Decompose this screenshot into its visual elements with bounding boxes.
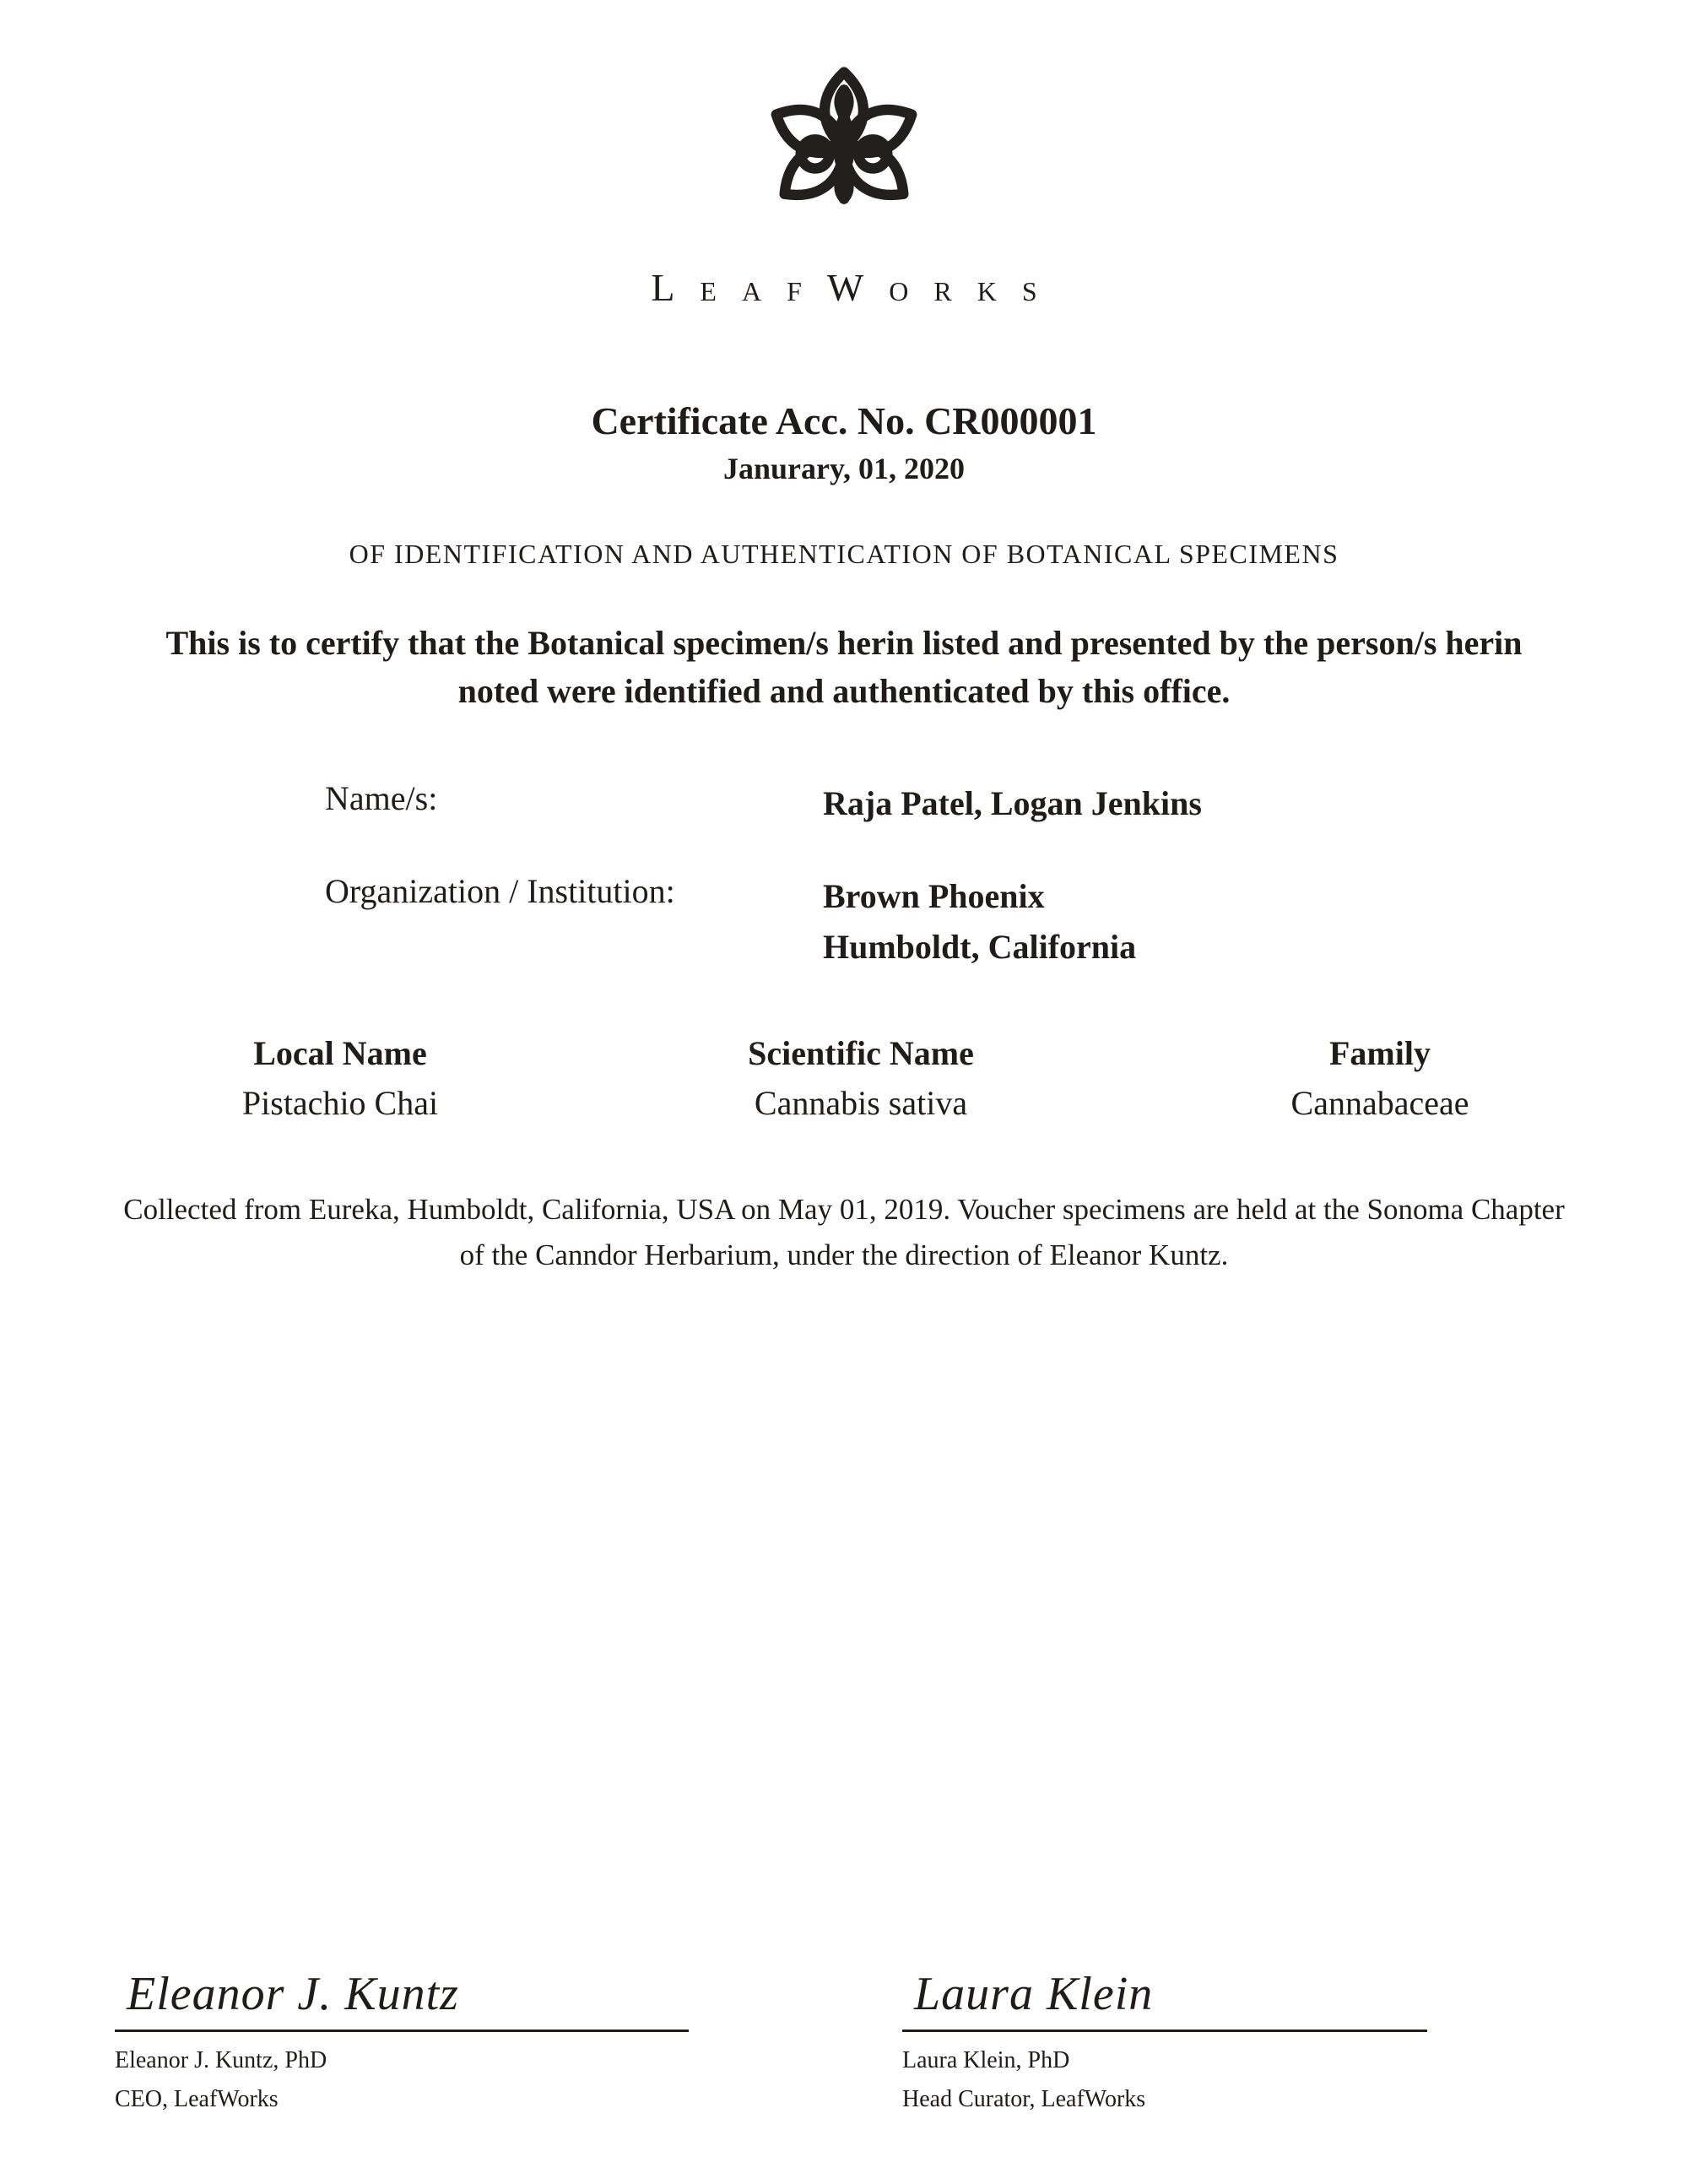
organization-name: Brown Phoenix (823, 877, 1045, 915)
collection-note: Collected from Eureka, Humboldt, California, USA on May 01, 2019. Voucher specimens are held at the Sonoma Chapter of the Canndor Herbarium, under the direction of Eleanor Kuntz. (123, 1193, 1565, 1272)
specimen-column-family (1127, 1033, 1633, 1123)
column-value: Cannabis sativa (754, 1084, 968, 1122)
organization-location: Humboldt, California (823, 928, 1137, 966)
organization-label: Organization / Institution: (325, 872, 675, 910)
specimen-column-local-name (87, 1033, 593, 1123)
column-value: Cannabaceae (1290, 1084, 1469, 1122)
certificate-date: Janurary, 01, 2020 (722, 452, 965, 485)
column-value: Pistachio Chai (241, 1084, 439, 1122)
signatory-title: CEO, LeafWorks (115, 2086, 279, 2112)
specimen-column-scientific-name (608, 1033, 1114, 1123)
column-header: Family (1329, 1034, 1431, 1072)
column-header: Scientific Name (748, 1034, 974, 1072)
signatory-name: Laura Klein, PhD (902, 2047, 1070, 2073)
names-label: Name/s: (325, 779, 438, 817)
signature-block-ceo (115, 1935, 689, 2113)
organization-value (823, 871, 1136, 973)
signature-block-head-curator (902, 1935, 1427, 2113)
certificate-number: Certificate Acc. No. CR000001 (591, 399, 1097, 442)
signatory-name: Eleanor J. Kuntz, PhD (115, 2047, 327, 2073)
certificate-subtitle: OF IDENTIFICATION AND AUTHENTICATION OF BOTANICAL SPECIMENS (349, 539, 1339, 569)
leafworks-logo-icon (748, 57, 940, 231)
signature-script-text: Laura Klein (902, 1935, 1427, 2032)
names-value: Raja Patel, Logan Jenkins (823, 784, 1202, 822)
signatory-title: Head Curator, LeafWorks (902, 2086, 1146, 2112)
signature-script-text: Eleanor J. Kuntz (115, 1935, 689, 2032)
certification-statement: This is to certify that the Botanical specimen/s herin listed and presented by the person/s herin noted were identified and authenticated by this office. (165, 624, 1523, 710)
column-header: Local Name (253, 1034, 427, 1072)
brand-wordmark: LeafWorks (651, 266, 1063, 309)
